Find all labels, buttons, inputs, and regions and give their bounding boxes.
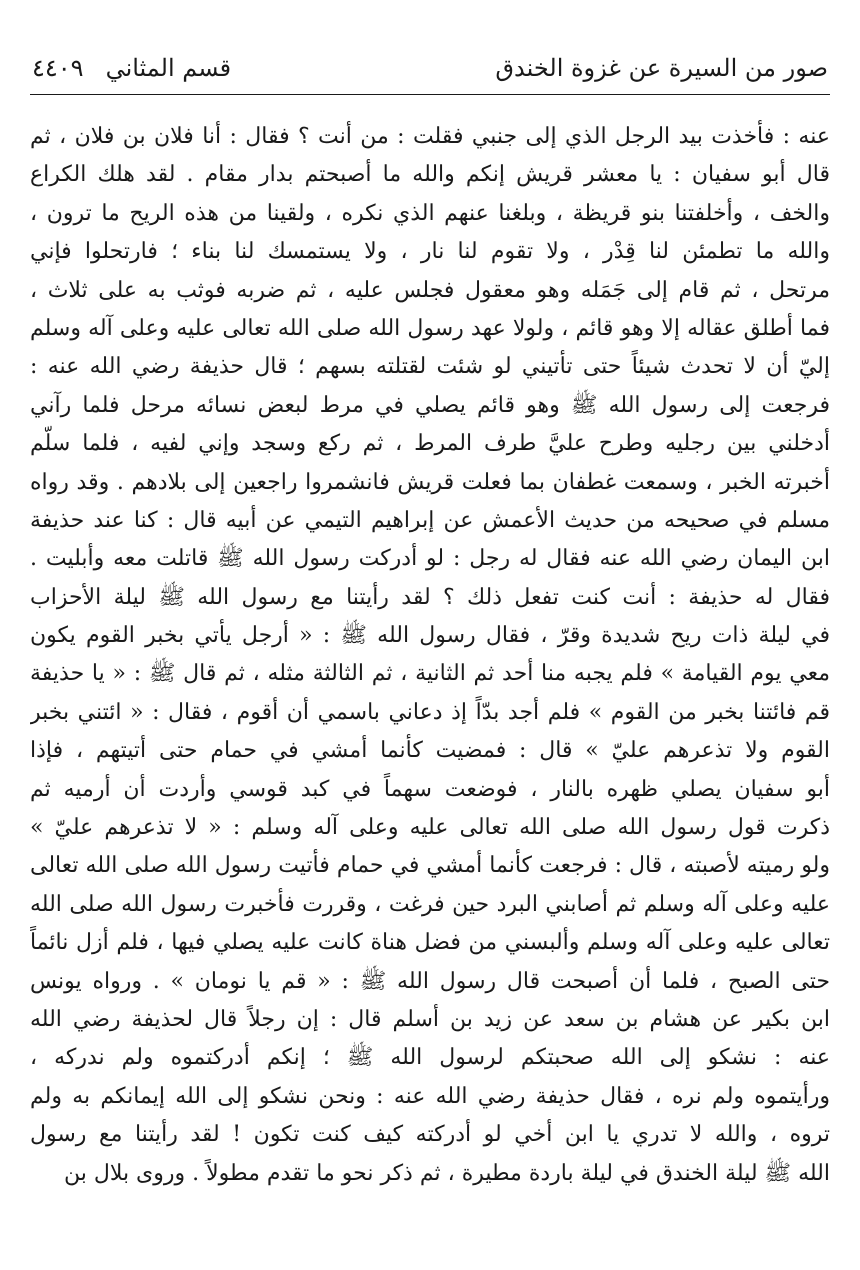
header-left-group xyxy=(32,54,231,82)
text-line: ورأيتموه ولم نره ، فقال حذيفة رضي الله عنه : ونحن نشكو إلى الله إيمانكم به ولم xyxy=(30,1083,830,1109)
text-line: أدخلني بين رجليه وطرح عليَّ طرف المرط ، ثم ركع وسجد وإني لفيه ، فلما سلّم xyxy=(30,431,830,457)
text-line: والله ما تطمئن لنا قِدْر ، ولا تقوم لنا نار ، ولا يستمسك لنا بناء ؛ فارتحلوا فإني xyxy=(30,239,830,265)
text-line: ابن بكير عن هشام بن سعد عن زيد بن أسلم قال : إن رجلاً قال لحذيفة رضي الله xyxy=(30,1006,830,1032)
header-rule xyxy=(30,94,830,95)
text-line: قال أبو سفيان : يا معشر قريش إنكم والله ما أصبحتم بدار مقام . لقد هلك الكراع xyxy=(30,162,830,188)
text-line: مسلم في صحيحه من حديث الأعمش عن إبراهيم التيمي عن أبيه قال : كنا عند حذيفة xyxy=(30,507,830,533)
text-line: فقال له حذيفة : أنت كنت تفعل ذلك ؟ لقد رأيتنا مع رسول الله ﷺ ليلة الأحزاب xyxy=(30,584,830,610)
text-line: عنه : فأخذت بيد الرجل الذي إلى جنبي فقلت : من أنت ؟ فقال : أنا فلان بن فلان ، ثم xyxy=(30,124,830,149)
text-line: عليه وعلى آله وسلم ثم أصابني البرد حين فرغت ، وقررت فأخبرت رسول الله صلى الله xyxy=(30,891,830,917)
body-text xyxy=(30,118,830,1193)
text-line: الله ﷺ ليلة الخندق في ليلة باردة مطيرة ، ثم ذكر نحو ما تقدم مطولاً . وروى بلال بن xyxy=(63,1160,830,1186)
text-line: ولو رميته لأصبته ، قال : فرجعت كأنما أمشي في حمام فأتيت رسول الله صلى الله تعالى xyxy=(30,853,830,879)
text-line: مرتحل ، ثم قام إلى جَمَله وهو معقول فجلس عليه ، ثم ضربه فوثب به على ثلاث ، xyxy=(30,277,830,303)
running-title: صور من السيرة عن غزوة الخندق xyxy=(495,54,828,82)
text-line: والخف ، وأخلفتنا بنو قريظة ، وبلغنا عنهم الذي نكره ، ولقينا من هذه الريح ما ترون ، xyxy=(30,200,830,226)
text-line: قم فائتنا بخبر من القوم » فلم أجد بدّاً إذ دعاني باسمي أن أقوم ، فقال : « ائتني بخبر xyxy=(30,699,830,725)
text-line: أبو سفيان يصلي ظهره بالنار ، فوضعت سهماً في كبد قوسي وأردت أن أرميه ثم xyxy=(30,776,830,802)
section-name: قسم المثاني xyxy=(105,54,232,82)
text-line: تروه ، والله لا تدري يا ابن أخي لو أدركته كيف كنت تكون ! لقد رأيتنا مع رسول xyxy=(30,1122,830,1148)
text-line: تعالى عليه وعلى آله وسلم وألبسني من فضل هناة كانت عليه يصلي فيها ، فلم أزل نائماً xyxy=(30,930,830,956)
text-line: القوم ولا تذعرهم عليّ » قال : فمضيت كأنما أمشي في حمام حتى أتيتهم ، فإذا xyxy=(30,738,830,764)
page-number: ٤٤٠٩ xyxy=(32,54,84,82)
text-line: ابن اليمان رضي الله عنه فقال له رجل : لو أدركت رسول الله ﷺ قاتلت معه وأبليت . xyxy=(30,546,830,572)
text-line: ذكرت قول رسول الله صلى الله تعالى عليه وعلى آله وسلم : « لا تذعرهم عليّ » xyxy=(30,815,830,841)
text-line: فما أطلق عقاله إلا وهو قائم ، ولولا عهد رسول الله صلى الله تعالى عليه وعلى آله وسلم xyxy=(30,315,830,341)
page-header xyxy=(32,48,828,88)
text-line: إليّ أن لا تحدث شيئاً حتى تأتيني لو شئت لقتلته بسهم ؛ قال حذيفة رضي الله عنه : xyxy=(30,354,830,380)
text-line: فرجعت إلى رسول الله ﷺ وهو قائم يصلي في مرط لبعض نسائه مرحل فلما رآني xyxy=(30,392,830,418)
text-line: عنه : نشكو إلى الله صحبتكم لرسول الله ﷺ ؛ إنكم أدركتموه ولم ندركه ، xyxy=(30,1045,830,1071)
text-line: معي يوم القيامة » فلم يجبه منا أحد ثم الثانية ، ثم الثالثة مثله ، ثم قال ﷺ : « يا حذيفة xyxy=(30,661,830,687)
text-line: حتى الصبح ، فلما أن أصبحت قال رسول الله ﷺ : « قم يا نومان » . ورواه يونس xyxy=(30,968,830,994)
text-line: في ليلة ذات ريح شديدة وقرّ ، فقال رسول الله ﷺ : « أرجل يأتي بخبر القوم يكون xyxy=(30,623,830,649)
text-line: أخبرته الخبر ، وسمعت غطفان بما فعلت قريش فانشمروا راجعين إلى بلادهم . وقد رواه xyxy=(30,469,830,495)
